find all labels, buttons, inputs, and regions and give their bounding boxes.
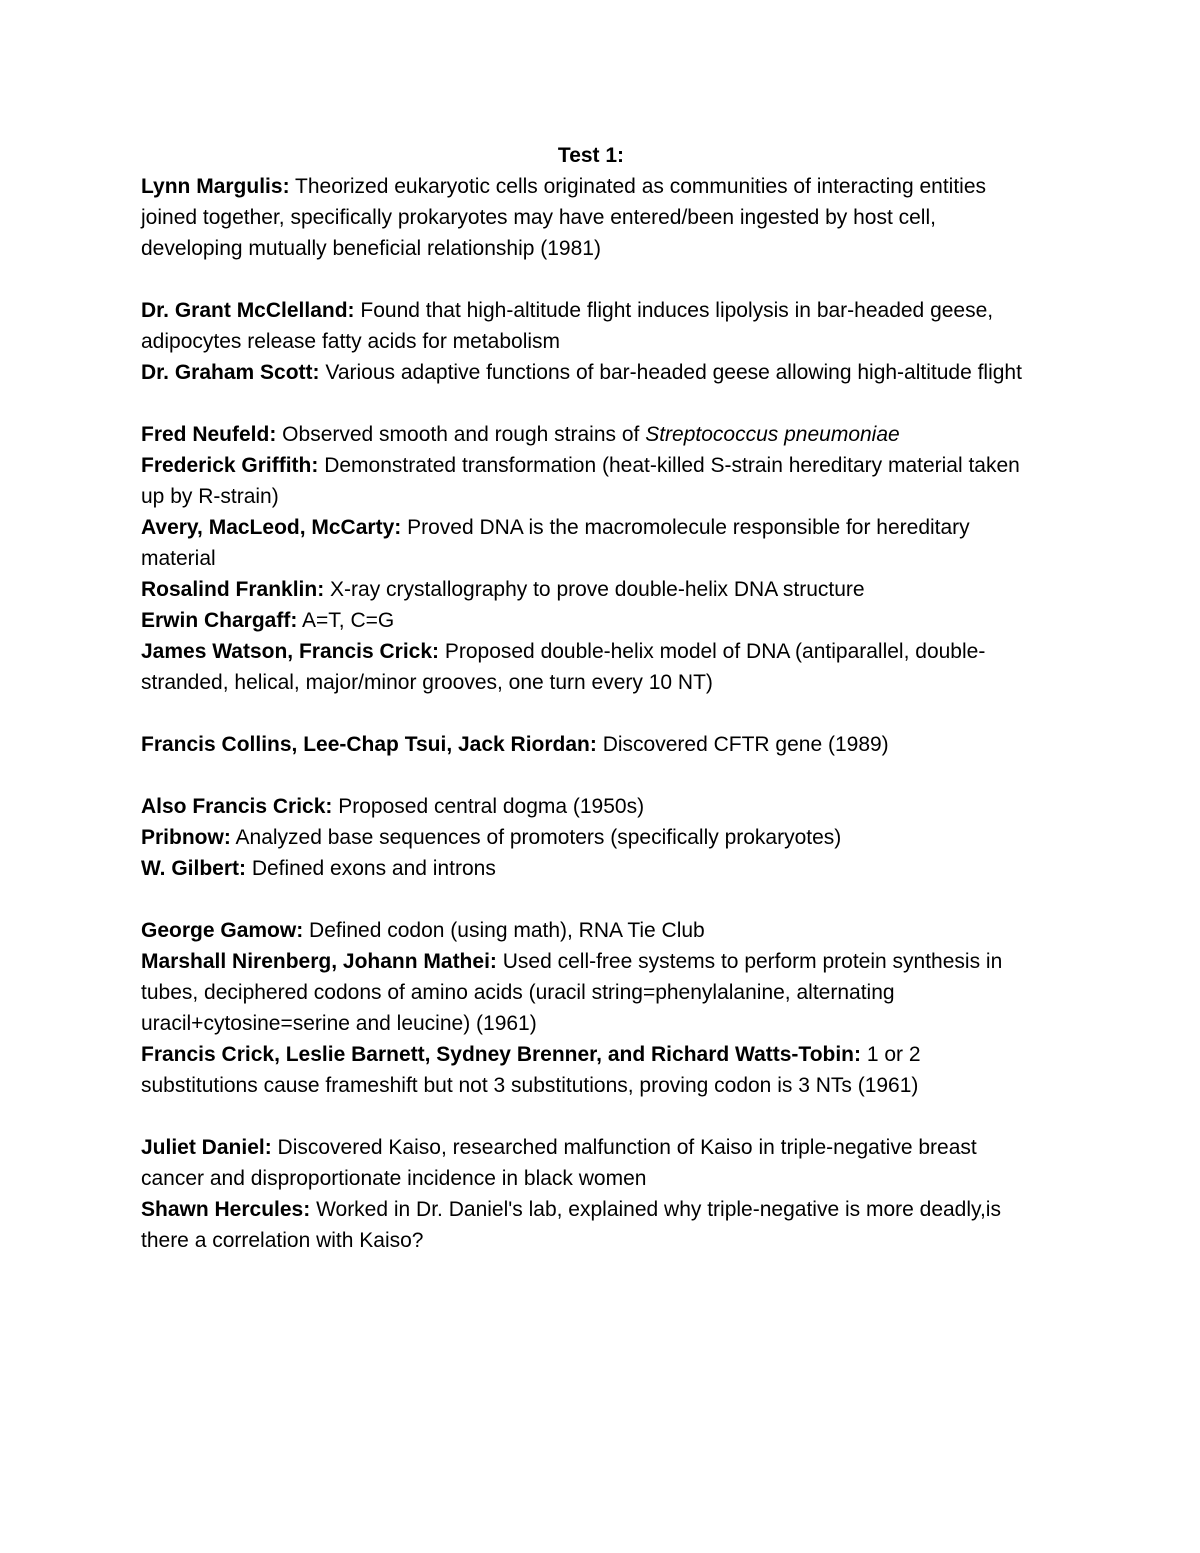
- entry-name: Francis Crick, Leslie Barnett, Sydney Brenner, and Richard Watts-Tobin:: [141, 1043, 861, 1066]
- entry-name: George Gamow:: [141, 919, 304, 942]
- entry-text: Defined codon (using math), RNA Tie Club: [303, 919, 705, 942]
- entry-text: Various adaptive functions of bar-headed geese allowing high-altitude flight: [319, 361, 1022, 384]
- entry-text: Discovered Kaiso, researched malfunction of Kaiso in triple-negative breast cancer and disproportionate incidence in black women: [141, 1136, 977, 1190]
- entry-name: Frederick Griffith:: [141, 454, 319, 477]
- entry-text: Discovered CFTR gene (1989): [596, 733, 889, 756]
- note-entry: [141, 636, 1041, 698]
- entry-text: X-ray crystallography to prove double-helix DNA structure: [324, 578, 865, 601]
- entry-text: Proposed double-helix model of DNA (antiparallel, double-stranded, helical, major/minor grooves, one turn every 10 NT): [141, 640, 986, 694]
- note-entry: [141, 822, 1041, 853]
- group-spacer: [141, 884, 1041, 915]
- note-entry: [141, 512, 1041, 574]
- entry-name: Dr. Graham Scott:: [141, 361, 320, 384]
- entry-text: 1 or 2 substitutions cause frameshift but not 3 substitutions, proving codon is 3 NTs (1961): [141, 1043, 921, 1097]
- note-entry: [141, 791, 1041, 822]
- entry-name: Marshall Nirenberg, Johann Mathei:: [141, 950, 497, 973]
- entry-name: Also Francis Crick:: [141, 795, 333, 818]
- entry-text: A=T, C=G: [297, 609, 395, 632]
- entry-name: Erwin Chargaff:: [141, 609, 298, 632]
- note-entry: [141, 729, 1041, 760]
- entry-name: Lynn Margulis:: [141, 175, 290, 198]
- note-entry: [141, 357, 1041, 388]
- entry-name: Fred Neufeld:: [141, 423, 277, 446]
- entry-text: Proved DNA is the macromolecule responsible for hereditary material: [141, 516, 970, 570]
- entry-text: Observed smooth and rough strains of: [276, 423, 646, 446]
- note-entry: [141, 946, 1041, 1039]
- note-entry: [141, 853, 1041, 884]
- note-entry: [141, 450, 1041, 512]
- entry-text: Found that high-altitude flight induces lipolysis in bar-headed geese, adipocytes release fatty acids for metabolism: [141, 299, 994, 353]
- note-entry: [141, 1132, 1041, 1194]
- entry-text: Defined exons and introns: [246, 857, 496, 880]
- group-spacer: [141, 1101, 1041, 1132]
- note-entry: [141, 171, 1041, 264]
- entry-name: Avery, MacLeod, McCarty:: [141, 516, 402, 539]
- document-page: [141, 140, 1041, 1256]
- note-entry: [141, 574, 1041, 605]
- group-spacer: [141, 698, 1041, 729]
- entry-italic-text: Streptococcus pneumoniae: [645, 423, 900, 446]
- entry-text: Used cell-free systems to perform protein synthesis in tubes, deciphered codons of amino acids (uracil string=phenylalanine, alternating uracil+cytosine=serine and leucine) (1961): [141, 950, 1003, 1035]
- group-spacer: [141, 388, 1041, 419]
- entry-name: Juliet Daniel:: [141, 1136, 272, 1159]
- entry-name: Pribnow:: [141, 826, 231, 849]
- entry-text: Analyzed base sequences of promoters (specifically prokaryotes): [230, 826, 842, 849]
- document-title: Test 1:: [557, 144, 625, 167]
- entry-name: Dr. Grant McClelland:: [141, 299, 355, 322]
- group-spacer: [141, 264, 1041, 295]
- note-entry: [141, 1194, 1041, 1256]
- entry-name: Shawn Hercules:: [141, 1198, 311, 1221]
- note-entry: [141, 605, 1041, 636]
- entry-name: W. Gilbert:: [141, 857, 246, 880]
- entry-text: Demonstrated transformation (heat-killed S-strain hereditary material taken up by R-strain): [141, 454, 1020, 508]
- note-entry: [141, 295, 1041, 357]
- note-entry: [141, 915, 1041, 946]
- entry-name: Rosalind Franklin:: [141, 578, 325, 601]
- entry-text: Worked in Dr. Daniel's lab, explained why triple-negative is more deadly,is there a correlation with Kaiso?: [141, 1198, 1001, 1252]
- entry-name: James Watson, Francis Crick:: [141, 640, 439, 663]
- note-entry: [141, 419, 1041, 450]
- note-entry: [141, 1039, 1041, 1101]
- group-spacer: [141, 760, 1041, 791]
- entry-text: Theorized eukaryotic cells originated as communities of interacting entities joined together, specifically prokaryotes may have entered/been ingested by host cell, developing mutually beneficial relationship (1981): [141, 175, 987, 260]
- entry-text: Proposed central dogma (1950s): [332, 795, 645, 818]
- entries-container: [141, 171, 1041, 1256]
- entry-name: Francis Collins, Lee-Chap Tsui, Jack Riordan:: [141, 733, 597, 756]
